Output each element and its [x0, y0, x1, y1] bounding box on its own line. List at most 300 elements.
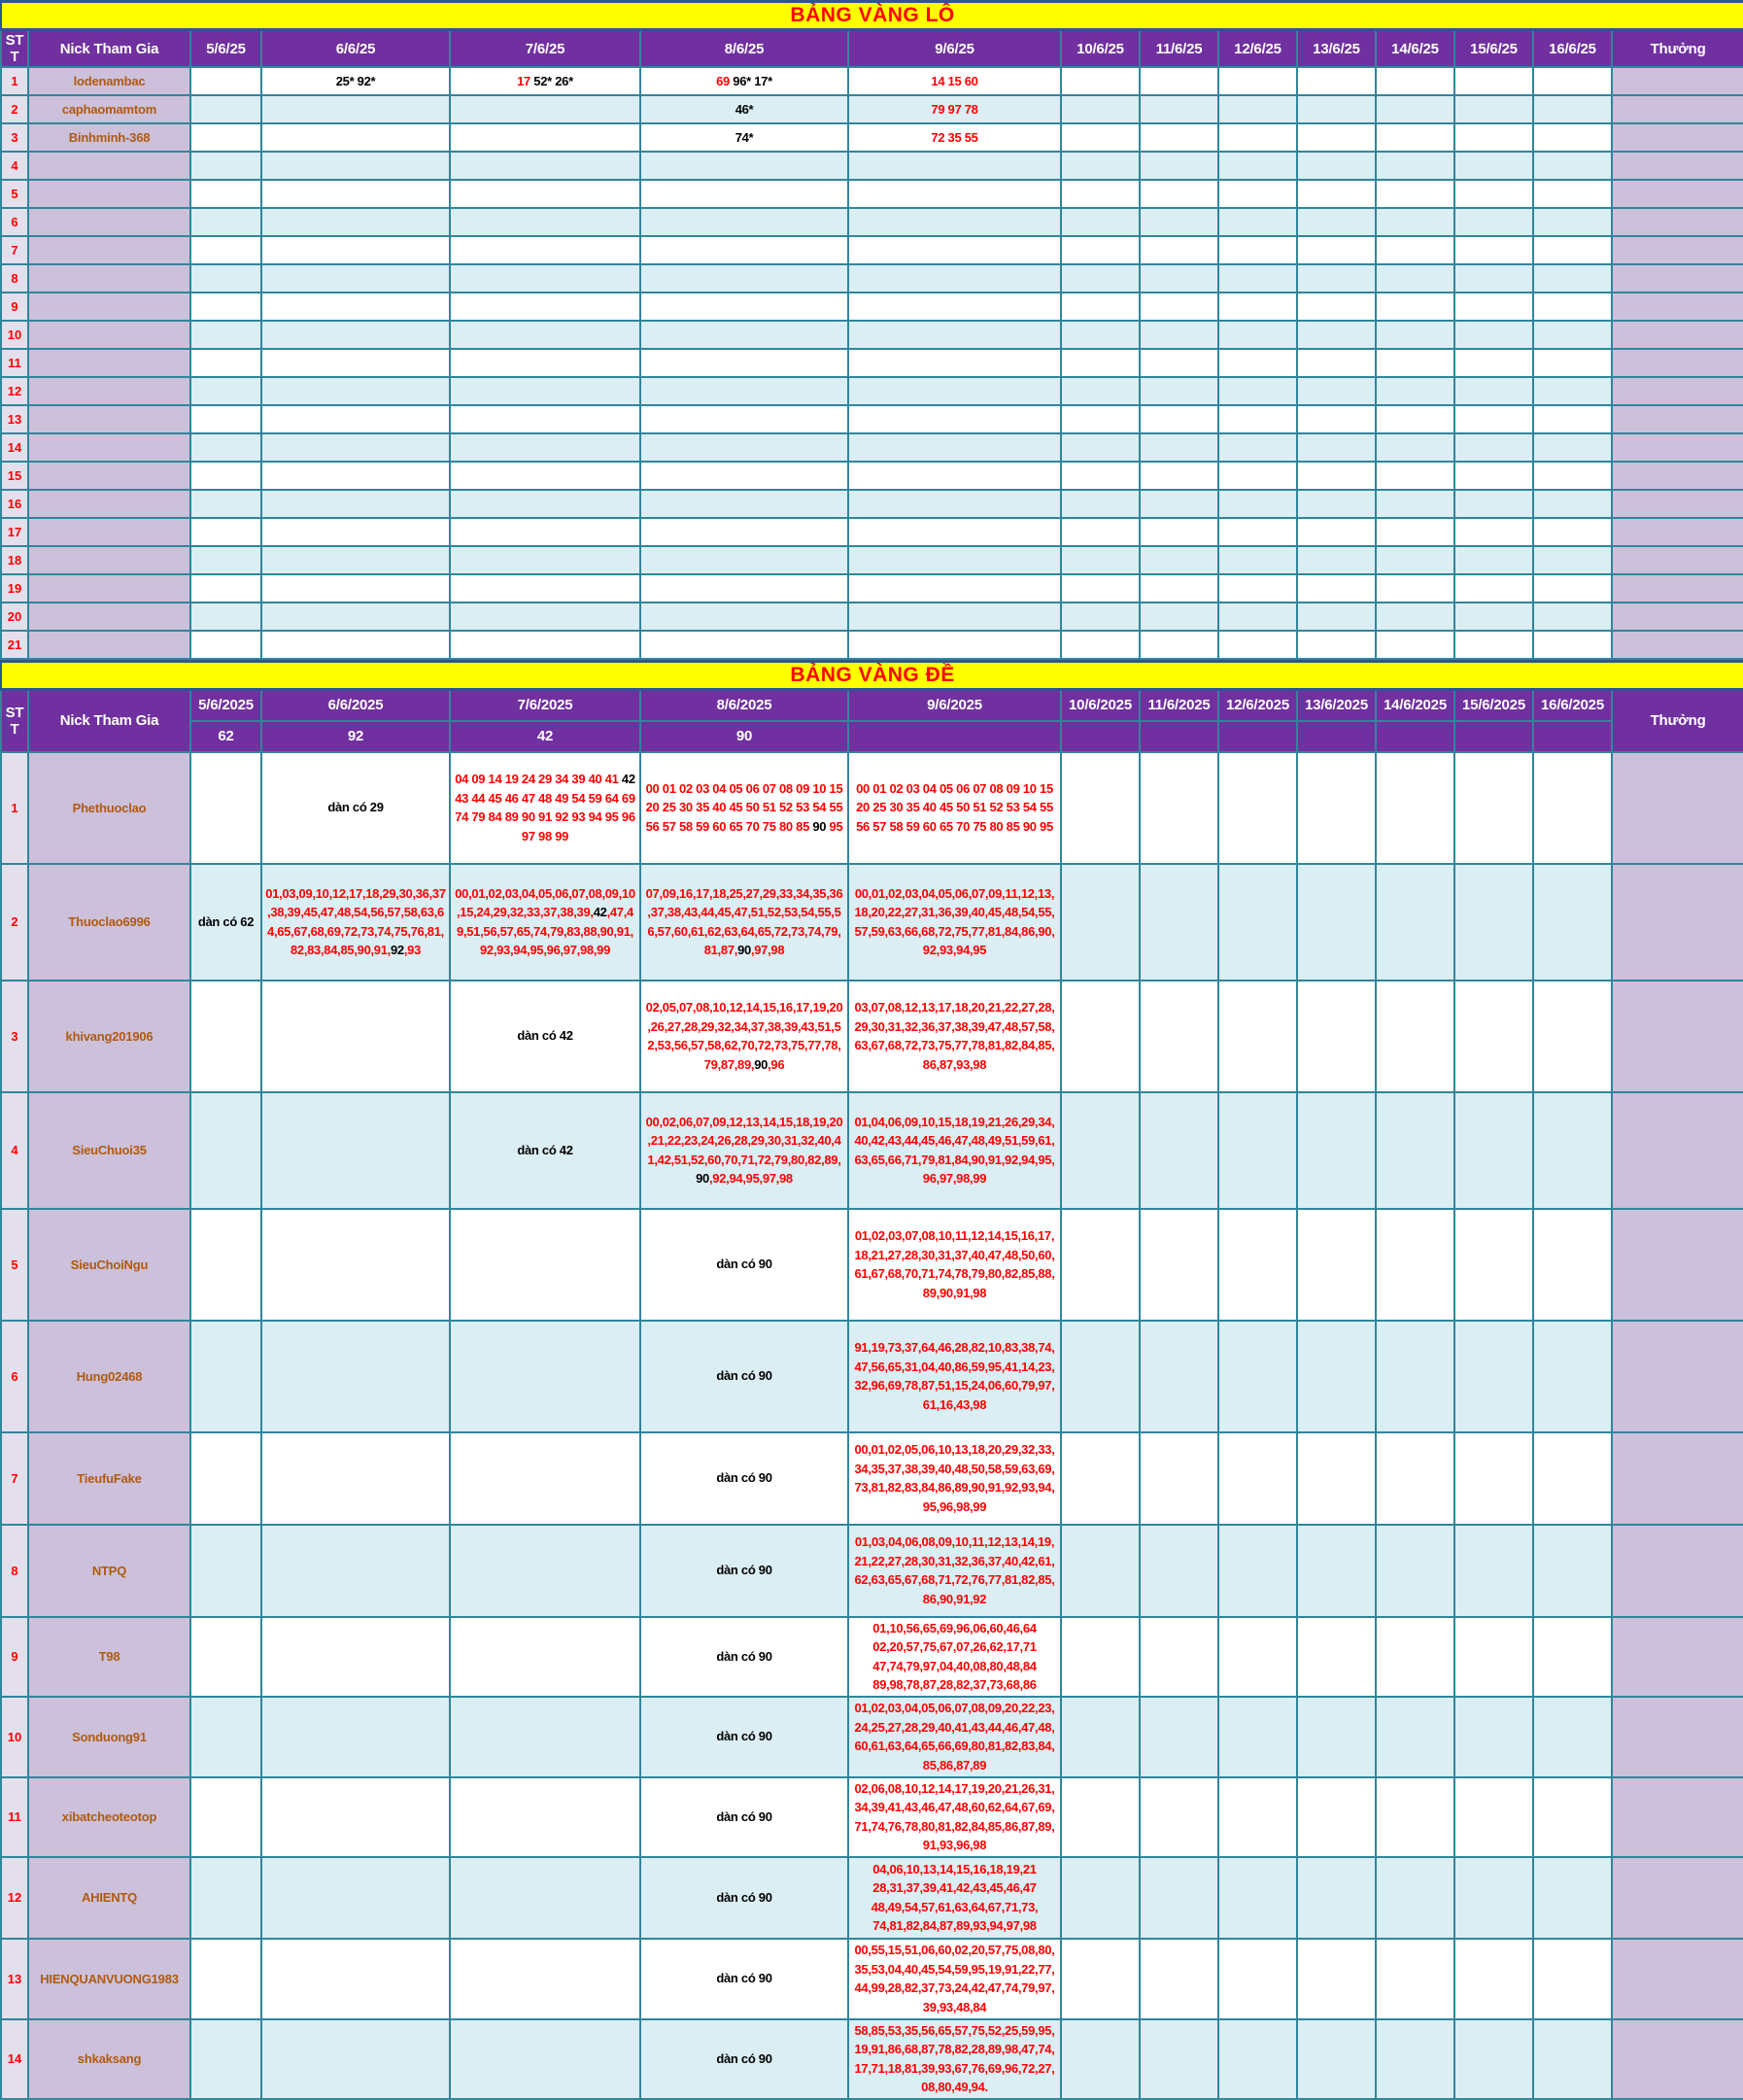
reward-cell	[1612, 293, 1743, 321]
data-cell	[1297, 180, 1376, 208]
data-cell	[1376, 1939, 1454, 2019]
data-cell	[1454, 1092, 1533, 1209]
number-run-black: dàn có 29	[327, 800, 384, 815]
table-row	[1, 1092, 1743, 1209]
data-cell	[1297, 1939, 1376, 2019]
nick-cell: khivang201906	[28, 981, 190, 1092]
nick-cell: shkaksang	[28, 2019, 190, 2099]
number-run-black: dàn có 90	[716, 1648, 772, 1664]
data-cell	[190, 1697, 261, 1777]
data-cell	[261, 631, 450, 659]
data-cell	[1297, 1857, 1376, 1939]
data-cell	[1297, 67, 1376, 95]
stt-cell: 13	[1, 1939, 28, 2019]
stt-cell: 2	[1, 95, 28, 123]
data-cell	[1533, 864, 1612, 981]
data-cell	[1297, 1092, 1376, 1209]
data-cell	[1140, 152, 1218, 180]
data-cell	[1454, 518, 1533, 546]
data-cell	[450, 518, 640, 546]
data-cell	[1533, 321, 1612, 349]
stt-header: STT	[1, 690, 28, 752]
data-cell	[1140, 1697, 1218, 1777]
number-run-black: 42	[593, 905, 607, 919]
data-cell	[1297, 95, 1376, 123]
data-cell	[1140, 1857, 1218, 1939]
lo-title-row	[1, 2, 1743, 30]
data-cell	[261, 546, 450, 574]
data-cell	[1061, 462, 1140, 490]
data-cell	[1454, 1777, 1533, 1857]
data-cell	[1533, 208, 1612, 236]
data-cell	[1376, 546, 1454, 574]
data-cell	[1533, 752, 1612, 864]
stt-cell: 10	[1, 321, 28, 349]
data-cell	[1533, 95, 1612, 123]
number-run-red: 07,09,16,17,18,25,27,29,33,34,35,36,37,38,43,44,45,47,51,52,53,54,55,56,57,60,61,62,63,64,65,72,73,74,79,81,87,	[645, 885, 843, 957]
data-cell	[848, 1617, 1061, 1697]
number-run-red: 14 15 60	[931, 73, 978, 88]
data-cell	[1061, 236, 1140, 264]
reward-cell	[1612, 602, 1743, 631]
data-cell	[1218, 377, 1297, 405]
data-cell	[1140, 293, 1218, 321]
data-cell	[261, 864, 450, 981]
data-cell	[1533, 2019, 1612, 2099]
nick-cell	[28, 236, 190, 264]
nick-header: Nick Tham Gia	[28, 30, 190, 68]
data-cell	[1297, 1432, 1376, 1525]
data-cell	[640, 1209, 848, 1321]
data-cell	[848, 1432, 1061, 1525]
data-cell	[450, 405, 640, 433]
data-cell	[190, 981, 261, 1092]
data-cell	[1061, 1777, 1140, 1857]
data-cell	[190, 490, 261, 518]
nick-cell	[28, 349, 190, 377]
data-cell	[1376, 1092, 1454, 1209]
data-cell	[1218, 1777, 1297, 1857]
data-cell	[1454, 864, 1533, 981]
data-cell	[190, 1209, 261, 1321]
stt-header: STT	[1, 30, 28, 68]
data-cell	[1140, 1432, 1218, 1525]
data-cell	[1533, 152, 1612, 180]
data-cell	[640, 1777, 848, 1857]
reward-cell	[1612, 180, 1743, 208]
data-cell	[190, 2019, 261, 2099]
data-cell	[848, 546, 1061, 574]
nick-cell: NTPQ	[28, 1525, 190, 1617]
data-cell	[1454, 1525, 1533, 1617]
data-cell	[1376, 1857, 1454, 1939]
data-cell	[1140, 574, 1218, 602]
data-cell	[1533, 236, 1612, 264]
data-cell	[1454, 1432, 1533, 1525]
date-header: 10/6/25	[1061, 30, 1140, 68]
data-cell	[1218, 1432, 1297, 1525]
data-cell	[1061, 67, 1140, 95]
stt-cell: 21	[1, 631, 28, 659]
data-cell	[1297, 349, 1376, 377]
date-value-header: 90	[640, 721, 848, 752]
data-cell	[450, 1525, 640, 1617]
data-cell	[640, 208, 848, 236]
number-run-black: dàn có 90	[716, 1470, 772, 1486]
data-cell	[1218, 1617, 1297, 1697]
reward-cell	[1612, 546, 1743, 574]
data-cell	[848, 349, 1061, 377]
data-cell	[190, 180, 261, 208]
data-cell	[1140, 433, 1218, 462]
nick-cell: Sonduong91	[28, 1697, 190, 1777]
data-cell	[1297, 208, 1376, 236]
table-row	[1, 462, 1743, 490]
data-cell	[1454, 321, 1533, 349]
data-cell	[1218, 1697, 1297, 1777]
table-row	[1, 1209, 1743, 1321]
data-cell	[1297, 293, 1376, 321]
data-cell	[261, 2019, 450, 2099]
data-cell	[1454, 152, 1533, 180]
stt-cell: 20	[1, 602, 28, 631]
data-cell	[190, 349, 261, 377]
data-cell	[450, 236, 640, 264]
data-cell	[1140, 546, 1218, 574]
data-cell	[848, 631, 1061, 659]
reward-cell	[1612, 377, 1743, 405]
data-cell	[1061, 405, 1140, 433]
data-cell	[1297, 1209, 1376, 1321]
number-run-red: 01,10,56,65,69,96,06,60,46,64 02,20,57,75,67,07,26,62,17,71 47,74,79,97,04,40,08,80,48,84 89,98,78,87,28,82,37,73,68,86	[872, 1620, 1037, 1692]
data-cell	[1061, 321, 1140, 349]
nick-cell	[28, 321, 190, 349]
date-header: 6/6/25	[261, 30, 450, 68]
table-row	[1, 377, 1743, 405]
number-run-black: 90	[737, 943, 751, 957]
date-header: 9/6/25	[848, 30, 1061, 68]
data-cell	[640, 462, 848, 490]
data-cell	[1376, 1321, 1454, 1432]
date-value-header	[1376, 721, 1454, 752]
nick-cell: xibatcheoteotop	[28, 1777, 190, 1857]
data-cell	[1376, 1777, 1454, 1857]
data-cell	[1061, 1209, 1140, 1321]
reward-cell	[1612, 574, 1743, 602]
nick-cell	[28, 180, 190, 208]
data-cell	[1533, 574, 1612, 602]
data-cell	[1061, 1697, 1140, 1777]
table-row	[1, 981, 1743, 1092]
data-cell	[190, 462, 261, 490]
table-row	[1, 67, 1743, 95]
date-header: 14/6/2025	[1376, 690, 1454, 721]
data-cell	[450, 864, 640, 981]
number-run-black: dàn có 90	[716, 1889, 772, 1905]
lo-header-row	[1, 30, 1743, 68]
data-cell	[1140, 377, 1218, 405]
data-cell	[1218, 1939, 1297, 2019]
reward-cell	[1612, 1432, 1743, 1525]
data-cell	[1297, 1321, 1376, 1432]
data-cell	[1140, 67, 1218, 95]
data-cell	[848, 1777, 1061, 1857]
reward-cell	[1612, 264, 1743, 293]
data-cell	[1297, 574, 1376, 602]
date-header: 12/6/25	[1218, 30, 1297, 68]
data-cell	[1218, 490, 1297, 518]
data-cell	[1297, 236, 1376, 264]
data-cell	[190, 405, 261, 433]
data-cell	[1376, 321, 1454, 349]
date-value-header: 42	[450, 721, 640, 752]
data-cell	[261, 264, 450, 293]
data-cell	[261, 462, 450, 490]
data-cell	[1218, 2019, 1297, 2099]
number-run-black: dàn có 42	[517, 1142, 573, 1157]
data-cell	[450, 377, 640, 405]
data-cell	[1533, 1939, 1612, 2019]
date-header: 15/6/2025	[1454, 690, 1533, 721]
data-cell	[1454, 180, 1533, 208]
number-run-black: 90	[812, 818, 827, 834]
reward-cell	[1612, 152, 1743, 180]
data-cell	[848, 864, 1061, 981]
number-run-black: 42	[621, 772, 635, 786]
table-row	[1, 180, 1743, 208]
data-cell	[1533, 433, 1612, 462]
data-cell	[1061, 631, 1140, 659]
data-cell	[261, 602, 450, 631]
data-cell	[1218, 433, 1297, 462]
data-cell	[1297, 462, 1376, 490]
data-cell	[1297, 1777, 1376, 1857]
table-row	[1, 2019, 1743, 2099]
reward-cell	[1612, 1617, 1743, 1697]
reward-cell	[1612, 518, 1743, 546]
nick-cell: SieuChoiNgu	[28, 1209, 190, 1321]
data-cell	[1533, 264, 1612, 293]
table-row	[1, 208, 1743, 236]
data-cell	[1297, 405, 1376, 433]
data-cell	[1140, 2019, 1218, 2099]
data-cell	[1140, 752, 1218, 864]
data-cell	[190, 1321, 261, 1432]
nick-cell	[28, 293, 190, 321]
reward-header: Thưởng	[1612, 30, 1743, 68]
nick-cell	[28, 518, 190, 546]
data-cell	[1061, 602, 1140, 631]
data-cell	[848, 1525, 1061, 1617]
number-run-red: 04,06,10,13,14,15,16,18,19,21 28,31,37,39,41,42,43,45,46,47 48,49,54,57,61,63,64,67,71,73, 74,81,82,84,87,89,93,94,97,98	[871, 1861, 1039, 1933]
data-cell	[1454, 1617, 1533, 1697]
data-cell	[1297, 377, 1376, 405]
data-cell	[640, 1617, 848, 1697]
reward-cell	[1612, 1209, 1743, 1321]
data-cell	[1376, 67, 1454, 95]
data-cell	[1218, 321, 1297, 349]
date-header: 5/6/2025	[190, 690, 261, 721]
data-cell	[1454, 602, 1533, 631]
data-cell	[261, 293, 450, 321]
data-cell	[1454, 405, 1533, 433]
data-cell	[450, 1432, 640, 1525]
data-cell	[190, 264, 261, 293]
data-cell	[1376, 349, 1454, 377]
data-cell	[848, 67, 1061, 95]
data-cell	[1061, 433, 1140, 462]
table-row	[1, 602, 1743, 631]
reward-cell	[1612, 1697, 1743, 1777]
data-cell	[190, 321, 261, 349]
data-cell	[1454, 631, 1533, 659]
table-row	[1, 152, 1743, 180]
number-run-red: 01,03,09,10,12,17,18,29,30,36,37,38,39,45,47,48,54,56,57,58,63,64,65,67,68,69,72,73,74,75,76,81,82,83,84,85,90,91,	[265, 885, 446, 957]
data-cell	[1140, 321, 1218, 349]
data-cell	[640, 1857, 848, 1939]
data-cell	[1061, 864, 1140, 981]
data-cell	[1061, 1432, 1140, 1525]
date-header: 8/6/25	[640, 30, 848, 68]
reward-cell	[1612, 981, 1743, 1092]
stt-cell: 8	[1, 264, 28, 293]
data-cell	[1061, 377, 1140, 405]
reward-header: Thưởng	[1612, 690, 1743, 752]
reward-cell	[1612, 95, 1743, 123]
data-cell	[1533, 123, 1612, 152]
data-cell	[1218, 152, 1297, 180]
stt-cell: 6	[1, 208, 28, 236]
data-cell	[1061, 123, 1140, 152]
data-cell	[1061, 546, 1140, 574]
stt-cell: 5	[1, 1209, 28, 1321]
date-header: 7/6/2025	[450, 690, 640, 721]
data-cell	[1376, 462, 1454, 490]
nick-cell	[28, 208, 190, 236]
data-cell	[450, 490, 640, 518]
data-cell	[1140, 123, 1218, 152]
table-row	[1, 1525, 1743, 1617]
data-cell	[1454, 208, 1533, 236]
de-header-dates-row	[1, 690, 1743, 721]
data-cell	[848, 1697, 1061, 1777]
data-cell	[1533, 405, 1612, 433]
data-cell	[1454, 546, 1533, 574]
data-cell	[450, 1777, 640, 1857]
number-run-red: 00,02,06,07,09,12,13,14,15,18,19,20,21,22,23,24,26,28,29,30,31,32,40,41,42,51,52,60,70,71,72,79,80,82,89,	[645, 1114, 843, 1167]
data-cell	[1297, 602, 1376, 631]
data-cell	[1454, 981, 1533, 1092]
data-cell	[848, 95, 1061, 123]
data-cell	[1140, 981, 1218, 1092]
stt-cell: 9	[1, 293, 28, 321]
reward-cell	[1612, 1777, 1743, 1857]
date-header: 11/6/25	[1140, 30, 1218, 68]
data-cell	[450, 1209, 640, 1321]
date-header: 16/6/25	[1533, 30, 1612, 68]
stt-cell: 16	[1, 490, 28, 518]
data-cell	[848, 1939, 1061, 2019]
nick-cell: Binhminh-368	[28, 123, 190, 152]
number-run-red: 00,01,02,03,04,05,06,07,08,09,10,15,24,29,32,33,37,38,39,	[455, 885, 635, 919]
data-cell	[848, 433, 1061, 462]
number-run-black: dàn có 90	[716, 1368, 772, 1384]
data-cell	[1218, 95, 1297, 123]
table-row	[1, 1939, 1743, 2019]
stt-cell: 3	[1, 123, 28, 152]
stt-cell: 8	[1, 1525, 28, 1617]
data-cell	[848, 377, 1061, 405]
number-run-black: dàn có 90	[716, 1729, 772, 1744]
data-cell	[1297, 981, 1376, 1092]
table-row	[1, 1321, 1743, 1432]
nick-cell: T98	[28, 1617, 190, 1697]
data-cell	[1061, 264, 1140, 293]
data-cell	[1533, 1617, 1612, 1697]
data-cell	[848, 518, 1061, 546]
number-run-red: 01,04,06,09,10,15,18,19,21,26,29,34,40,42,43,44,45,46,47,48,49,51,59,61,63,65,66,71,79,81,84,90,91,92,94,95,96,97,98,99	[854, 1114, 1055, 1186]
number-run-black: dàn có 90	[716, 1563, 772, 1578]
date-value-header	[1533, 721, 1612, 752]
nick-cell	[28, 631, 190, 659]
data-cell	[640, 349, 848, 377]
data-cell	[1140, 1525, 1218, 1617]
nick-cell: SieuChuoi35	[28, 1092, 190, 1209]
data-cell	[848, 123, 1061, 152]
data-cell	[640, 631, 848, 659]
data-cell	[1376, 752, 1454, 864]
number-run-red: 72 35 55	[931, 129, 978, 145]
data-cell	[1140, 1321, 1218, 1432]
nick-cell: TieufuFake	[28, 1432, 190, 1525]
data-cell	[261, 95, 450, 123]
data-cell	[190, 752, 261, 864]
data-cell	[1061, 2019, 1140, 2099]
data-cell	[848, 1857, 1061, 1939]
data-cell	[640, 574, 848, 602]
number-run-red: 00,55,15,51,06,60,02,20,57,75,08,80,35,53,04,40,45,54,59,95,19,91,22,77,44,99,28,82,37,73,24,42,47,74,79,97,39,93,48,84	[854, 1943, 1055, 2014]
data-cell	[1454, 574, 1533, 602]
data-cell	[1533, 349, 1612, 377]
data-cell	[1061, 1939, 1140, 2019]
reward-cell	[1612, 864, 1743, 981]
data-cell	[261, 518, 450, 546]
data-cell	[1533, 1209, 1612, 1321]
data-cell	[1376, 631, 1454, 659]
date-header: 6/6/2025	[261, 690, 450, 721]
date-header: 14/6/25	[1376, 30, 1454, 68]
data-cell	[1061, 1857, 1140, 1939]
reward-cell	[1612, 1321, 1743, 1432]
data-cell	[640, 1432, 848, 1525]
nick-cell	[28, 152, 190, 180]
data-cell	[1533, 1432, 1612, 1525]
data-cell	[261, 349, 450, 377]
number-run-red: 04 09 14 19 24 29 34 39 40 41	[455, 772, 622, 786]
data-cell	[190, 67, 261, 95]
date-header: 12/6/2025	[1218, 690, 1297, 721]
data-cell	[1454, 264, 1533, 293]
number-run-black: dàn có 90	[716, 1257, 772, 1272]
data-cell	[1376, 1617, 1454, 1697]
data-cell	[1454, 67, 1533, 95]
data-cell	[640, 1939, 848, 2019]
date-header: 10/6/2025	[1061, 690, 1140, 721]
number-run-red: 01,02,03,07,08,10,11,12,14,15,16,17,18,21,27,28,30,31,37,40,47,48,50,60,61,67,68,70,71,74,78,79,80,82,85,88,89,90,91,98	[854, 1228, 1055, 1300]
data-cell	[640, 1092, 848, 1209]
data-cell	[1140, 349, 1218, 377]
data-cell	[640, 152, 848, 180]
